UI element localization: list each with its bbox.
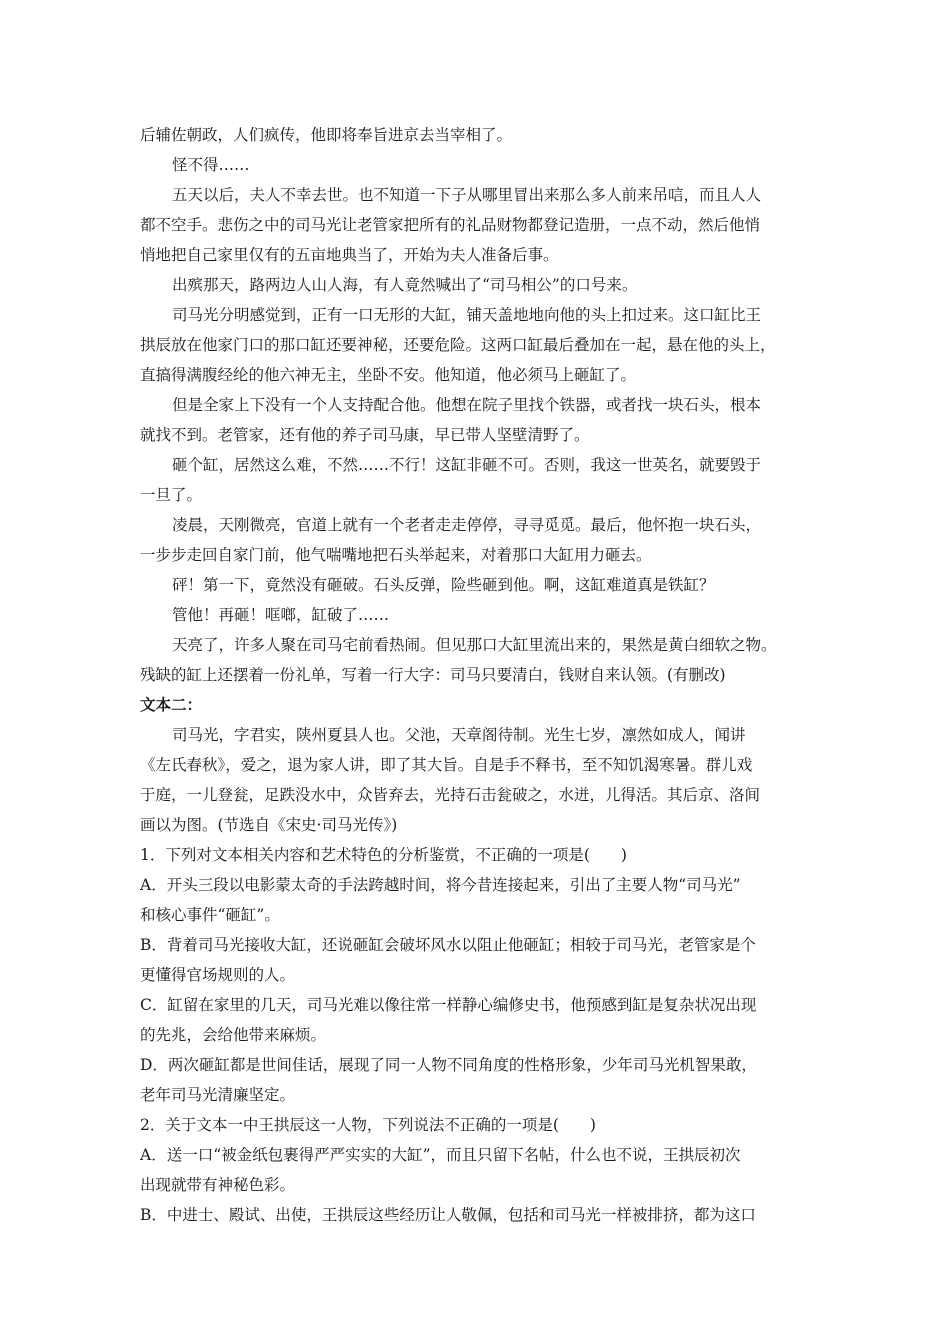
text1-line: 砰！第一下，竟然没有砸破。石头反弹，险些砸到他。啊，这缸难道真是铁缸？ (172, 576, 715, 594)
question-1-option-a: A．开头三段以电影蒙太奇的手法跨越时间，将今昔连接起来，引出了主要人物“司马光” (140, 876, 741, 894)
text1-line: 五天以后，夫人不幸去世。也不知道一下子从哪里冒出来那么多人前来吊唁，而且人人 (172, 186, 762, 204)
question-1-option-b-cont: 更懂得官场规则的人。 (140, 966, 296, 984)
text1-line: 一步步走回自家门前，他气喘嘴地把石头举起来，对着那口大缸用力砸去。 (140, 546, 652, 564)
text1-line: 就找不到。老管家，还有他的养子司马康，早已带人坚壁清野了。 (140, 426, 590, 444)
text1-line: 管他！再砸！哐啷，缸破了…… (172, 606, 390, 624)
text1-line: 司马光分明感觉到，正有一口无形的大缸，铺天盖地地向他的头上扣过来。这口缸比王 (172, 306, 762, 324)
question-2-option-b: B．中进士、殿试、出使，王拱辰这些经历让人敬佩，包括和司马光一样被排挤，都为这口 (140, 1206, 756, 1224)
text1-line: 砸个缸，居然这么难，不然……不行！这缸非砸不可。否则，我这一世英名，就要毁于 (172, 456, 762, 474)
text2-heading: 文本二： (140, 695, 203, 714)
text2-line: 司马光，字君实，陕州夏县人也。父池，天章阁待制。光生七岁，凛然如成人，闻讲 (172, 726, 746, 744)
text1-line: 后辅佐朝政，人们疯传，他即将奉旨进京去当宰相了。 (140, 126, 513, 144)
question-1-option-b: B．背着司马光接收大缸，还说砸缸会破坏风水以阻止他砸缸；相较于司马光，老管家是个 (140, 936, 756, 954)
text1-line: 都不空手。悲伤之中的司马光让老管家把所有的礼品财物都登记造册，一点不动，然后他悄 (140, 216, 761, 234)
text2-line: 画以为图。(节选自《宋史·司马光传》) (140, 816, 398, 834)
question-1-stem: 1．下列对文本相关内容和艺术特色的分析鉴赏，不正确的一项是( ) (140, 846, 627, 864)
question-2-option-a-cont: 出现就带有神秘色彩。 (140, 1176, 296, 1194)
text1-line: 天亮了，许多人聚在司马宅前看热闹。但见那口大缸里流出来的，果然是黄白细软之物。 (172, 636, 777, 654)
text1-line: 直搞得满腹经纶的他六神无主，坐卧不安。他知道，他必须马上砸缸了。 (140, 366, 637, 384)
question-1-option-d: D．两次砸缸都是世间佳话，展现了同一人物不同角度的性格形象，少年司马光机智果敢， (140, 1056, 757, 1074)
text1-line: 悄地把自己家里仅有的五亩地典当了，开始为夫人准备后事。 (140, 246, 559, 264)
text1-line: 怪不得…… (172, 156, 250, 174)
question-1-option-a-cont: 和核心事件“砸缸”。 (140, 906, 280, 924)
text1-line: 凌晨，天刚微亮，官道上就有一个老者走走停停，寻寻觅觅。最后，他怀抱一块石头， (172, 516, 762, 534)
text1-line: 残缺的缸上还摆着一份礼单，写着一行大字：司马只要清白，钱财自来认领。(有删改) (140, 666, 726, 684)
question-1-option-c: C．缸留在家里的几天，司马光难以像往常一样静心编修史书，他预感到缸是复杂状况出现 (140, 996, 757, 1014)
question-2-stem: 2．关于文本一中王拱辰这一人物，下列说法不正确的一项是( ) (140, 1116, 596, 1134)
text1-line: 一旦了。 (140, 486, 203, 504)
text2-line: 《左氏春秋》，爱之，退为家人讲，即了其大旨。自是手不释书，至不知饥渴寒暑。群儿戏 (140, 756, 753, 774)
question-2-option-a: A．送一口“被金纸包裹得严严实实的大缸”，而且只留下名帖，什么也不说，王拱辰初次 (140, 1146, 741, 1164)
text2-line: 于庭，一儿登瓮，足跌没水中，众皆弃去，光持石击瓮破之，水迸，儿得活。其后京、洛间 (140, 786, 761, 804)
text1-line: 出殡那天，路两边人山人海，有人竟然喊出了“司马相公”的口号来。 (172, 276, 638, 294)
question-1-option-d-cont: 老年司马光清廉坚定。 (140, 1086, 296, 1104)
text1-line: 但是全家上下没有一个人支持配合他。他想在院子里找个铁器，或者找一块石头，根本 (172, 396, 762, 414)
question-1-option-c-cont: 的先兆，会给他带来麻烦。 (140, 1026, 327, 1044)
text1-line: 拱辰放在他家门口的那口缸还要神秘，还要危险。这两口缸最后叠加在一起，悬在他的头上， (140, 336, 776, 354)
